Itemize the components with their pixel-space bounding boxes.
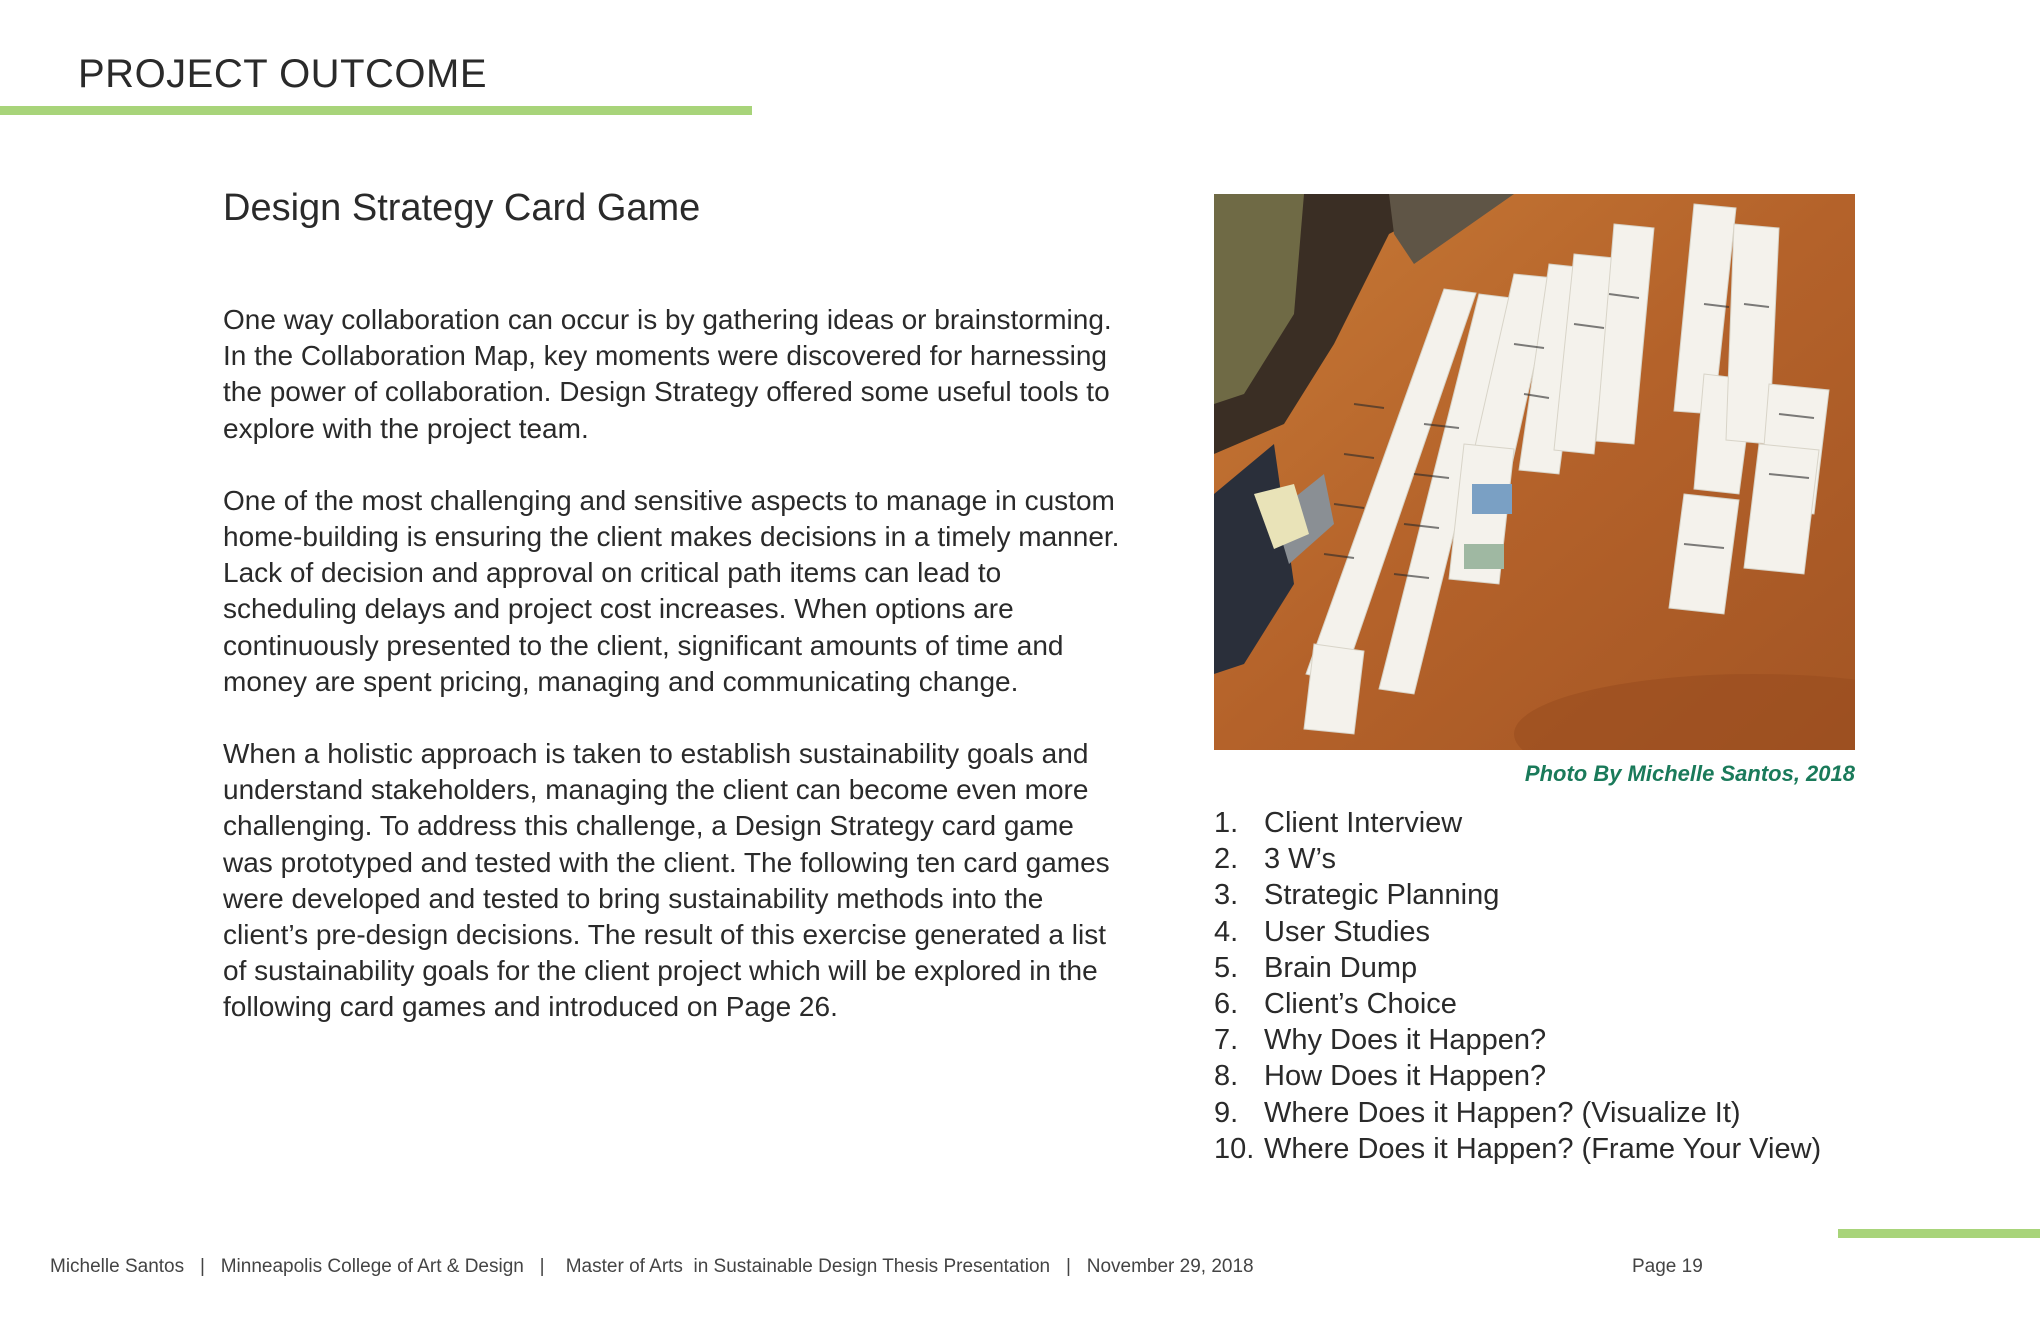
list-item	[1214, 841, 1821, 877]
list-item	[1214, 805, 1821, 841]
list-number: 6.	[1214, 988, 1239, 1021]
paragraph: One way collaboration can occur is by gathering ideas or brainstorming. In the Collaboration Map, key moments were discovered for harnessing the power of collaboration. Design Strategy offered some useful tools to explore with the project team.	[223, 304, 1112, 444]
list-label: How Does it Happen?	[1264, 1060, 1547, 1093]
list-item	[1214, 1058, 1821, 1094]
list-label: Client’s Choice	[1264, 988, 1457, 1021]
list-number: 7.	[1214, 1024, 1239, 1057]
list-number: 8.	[1214, 1060, 1239, 1093]
list-item	[1214, 986, 1821, 1022]
paragraph: When a holistic approach is taken to establish sustainability goals and understand stakeholders, managing the client can become even more challenging. To address this challenge, a Design Strategy card game was prototyped and tested with the client. The following ten card games were developed and tested to bring sustainability methods into the client’s pre-design decisions. The result of this exercise generated a list of sustainability goals for the client project which will be explored in the following card games and introduced on Page 26.	[223, 738, 1110, 1023]
list-item	[1214, 1131, 1821, 1167]
page-number: Page 19	[1632, 1256, 1703, 1277]
header-accent-rule	[0, 106, 752, 115]
paragraph: One of the most challenging and sensitive aspects to manage in custom home-building is ensuring the client makes decisions in a timely manner. Lack of decision and approval on critical path items can lead to scheduling delays and project cost increases. When options are continuously presented to the client, significant amounts of time and money are spent pricing, managing and communicating change.	[223, 484, 1120, 697]
section-heading: Design Strategy Card Game	[223, 187, 701, 229]
list-label: Where Does it Happen? (Visualize It)	[1264, 1096, 1741, 1129]
list-label: Client Interview	[1264, 807, 1463, 839]
list-label: User Studies	[1264, 915, 1431, 948]
list-item	[1214, 1022, 1821, 1058]
list-number: 2.	[1214, 843, 1239, 876]
list-number: 10.	[1214, 1132, 1255, 1165]
list-item	[1214, 950, 1821, 986]
list-number: 3.	[1214, 879, 1239, 912]
list-label: Brain Dump	[1264, 951, 1418, 984]
card-games-list	[1214, 805, 1821, 1167]
list-label: 3 W’s	[1264, 843, 1336, 876]
list-label: Where Does it Happen? (Frame Your View)	[1264, 1132, 1822, 1165]
list-label: Strategic Planning	[1264, 879, 1500, 912]
list-number: 5.	[1214, 951, 1239, 984]
page-section-title: PROJECT OUTCOME	[78, 52, 488, 96]
footer-text: Michelle Santos | Minneapolis College of Art & Design | Master of Arts in Sustainable Design Thesis Presentation | November 29, 2018	[50, 1256, 1254, 1277]
list-item	[1214, 1095, 1821, 1131]
list-number: 9.	[1214, 1096, 1239, 1129]
photo-caption: Photo By Michelle Santos, 2018	[1524, 761, 1855, 786]
card-game-photo	[1214, 194, 1855, 750]
list-item	[1214, 877, 1821, 913]
list-number: 4.	[1214, 915, 1239, 948]
body-text	[223, 302, 1123, 1062]
list-number: 1.	[1214, 807, 1239, 839]
footer-accent-rule	[1838, 1229, 2040, 1238]
list-item	[1214, 914, 1821, 950]
list-label: Why Does it Happen?	[1264, 1024, 1547, 1057]
